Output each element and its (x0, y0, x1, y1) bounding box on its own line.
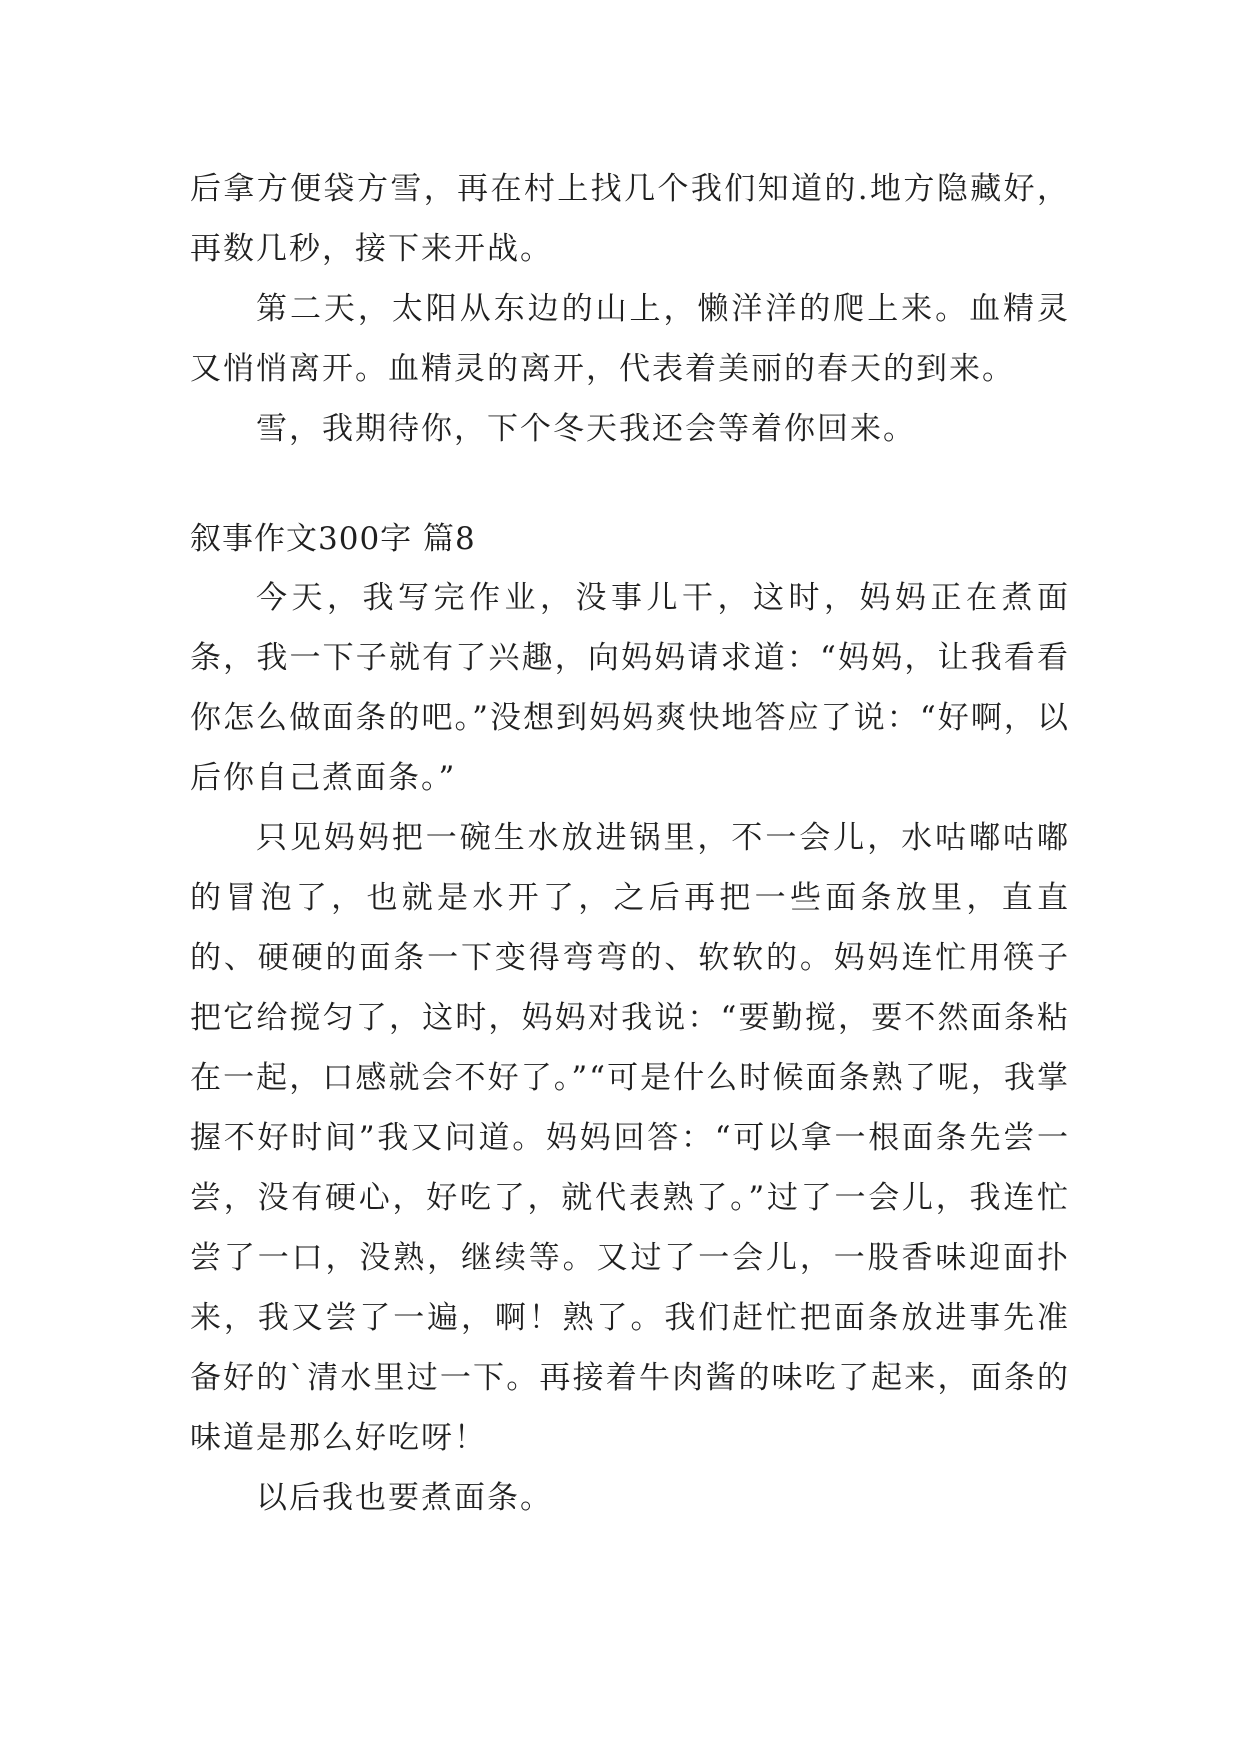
section-8-body (190, 568, 1070, 1528)
paragraph-prev-3: 雪，我期待你，下个冬天我还会等着你回来。 (256, 411, 916, 447)
paragraph-3: 以后我也要煮面条。 (256, 1480, 553, 1516)
paragraph-prev-2: 第二天，太阳从东边的山上，懒洋洋的爬上来。血精灵又悄悄离开。血精灵的离开，代表着美丽的春天的到来。 (190, 291, 1070, 387)
previous-section-body (190, 159, 1070, 459)
section-heading: 叙事作文300字 篇8 (190, 521, 476, 557)
paragraph-prev-1: 后拿方便袋方雪，再在村上找几个我们知道的.地方隐藏好，再数几秒，接下来开战。 (190, 171, 1070, 267)
paragraph-2: 只见妈妈把一碗生水放进锅里，不一会儿，水咕嘟咕嘟的冒泡了，也就是水开了，之后再把一些面条放里，直直的、硬硬的面条一下变得弯弯的、软软的。妈妈连忙用筷子把它给搅匀了，这时，妈妈对我说：“要勤搅，要不然面条粘在一起，口感就会不好了。”“可是什么时候面条熟了呢，我掌握不好时间”我又问道。妈妈回答：“可以拿一根面条先尝一尝，没有硬心，好吃了，就代表熟了。”过了一会儿，我连忙尝了一口，没熟，继续等。又过了一会儿，一股香味迎面扑来，我又尝了一遍，啊！熟了。我们赶忙把面条放进事先准备好的`清水里过一下。再接着牛肉酱的味吃了起来，面条的味道是那么好吃呀！ (190, 820, 1070, 1456)
paragraph-1: 今天，我写完作业，没事儿干，这时，妈妈正在煮面条，我一下子就有了兴趣，向妈妈请求道：“妈妈，让我看看你怎么做面条的吧。”没想到妈妈爽快地答应了说：“好啊，以后你自己煮面条。” (190, 580, 1070, 796)
